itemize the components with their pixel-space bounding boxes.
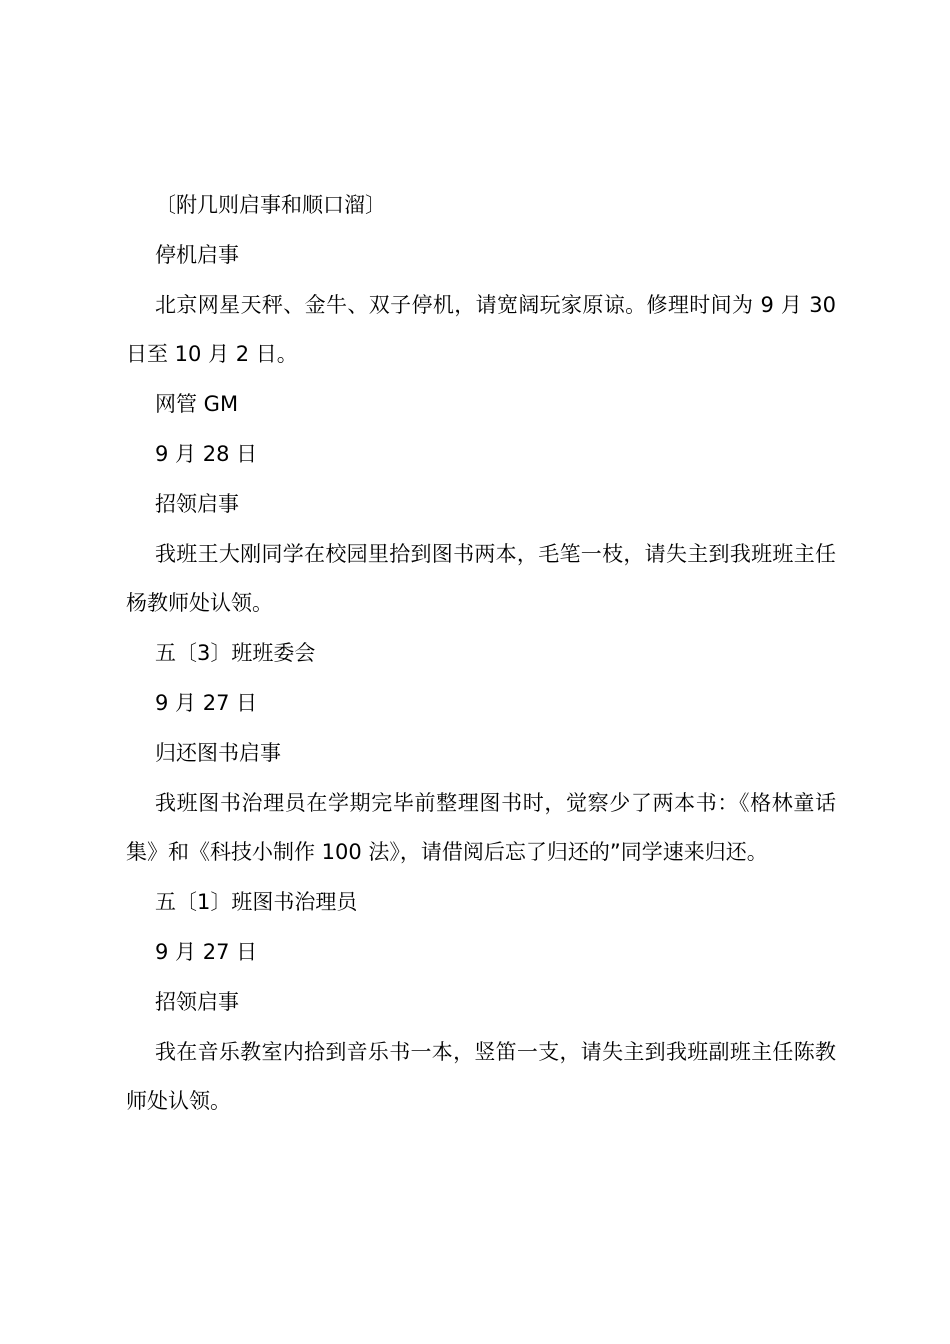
notice-title-found-1: 招领启事 [155, 491, 239, 516]
notice-signature-found-1: 五〔3〕班班委会 [155, 641, 316, 666]
notice-date-shutdown: 9 月 28 日 [155, 441, 258, 466]
notice-body-found-2: 我在音乐教室内拾到音乐书一本，竖笛一支，请失主到我班副班主任陈教师处认领。 [126, 1039, 836, 1114]
notice-body-found-1: 我班王大刚同学在校园里拾到图书两本，毛笔一枝，请失主到我班班主任杨教师处认领。 [126, 541, 836, 616]
notice-title-shutdown: 停机启事 [155, 242, 239, 267]
notice-title-return-books: 归还图书启事 [155, 740, 281, 765]
document-body [126, 181, 836, 1127]
notice-body-shutdown: 北京网星天秤、金牛、双子停机，请宽阔玩家原谅。修理时间为 9 月 30 日至 10 月 2 日。 [126, 292, 836, 367]
notice-date-found-1: 9 月 27 日 [155, 690, 258, 715]
notice-signature-shutdown: 网管 GM [155, 392, 239, 417]
notice-signature-return-books: 五〔1〕班图书治理员 [155, 890, 358, 915]
notice-date-return-books: 9 月 27 日 [155, 939, 258, 964]
notice-title-found-2: 招领启事 [155, 989, 239, 1014]
notice-body-return-books: 我班图书治理员在学期完毕前整理图书时，觉察少了两本书：《格林童话集》和《科技小制作 100 法》，请借阅后忘了归还的”同学速来归还。 [126, 790, 836, 865]
intro-heading: 〔附几则启事和顺口溜〕 [155, 193, 386, 217]
